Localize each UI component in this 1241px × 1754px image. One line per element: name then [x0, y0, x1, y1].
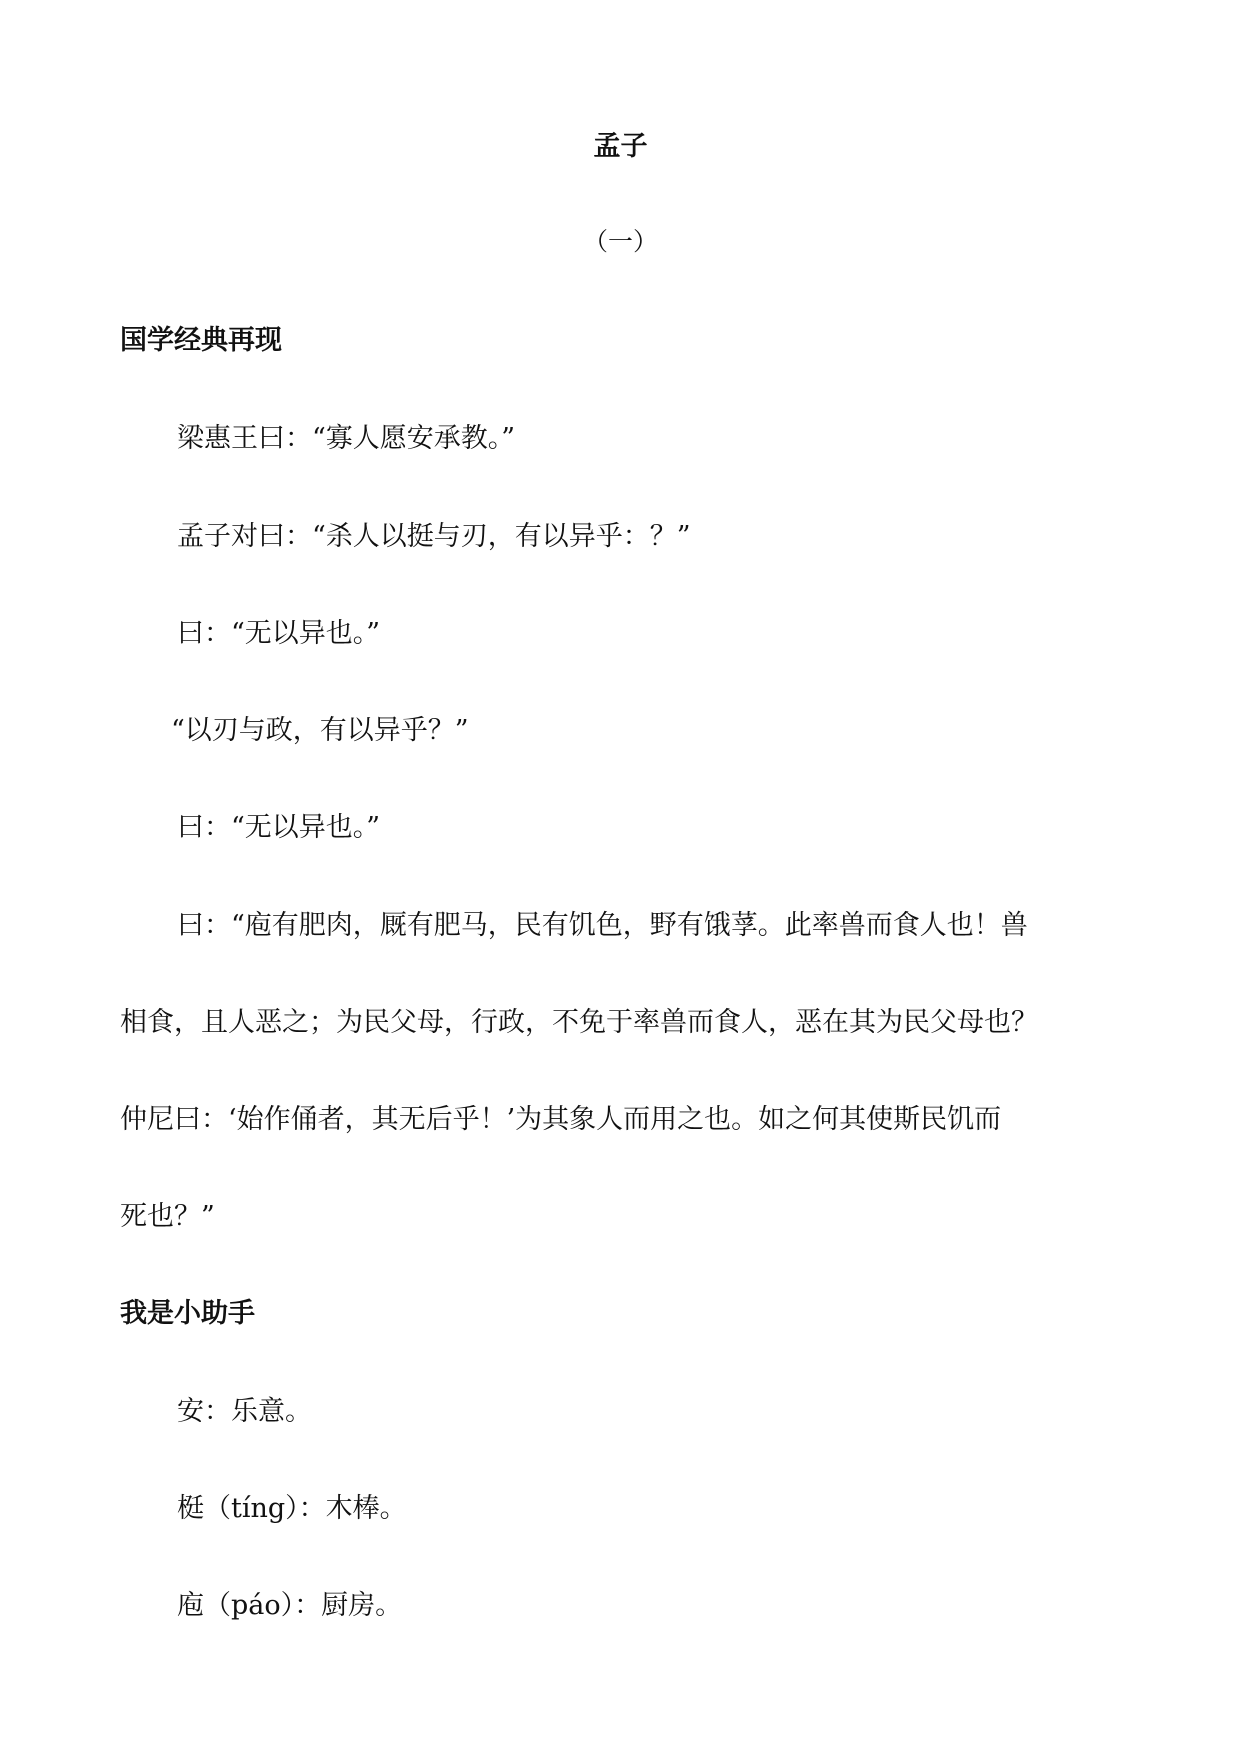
text-line: 曰：“无以异也。” — [177, 618, 381, 649]
text-line: 曰：“庖有肥肉，厩有肥马，民有饥色，野有饿莩。此率兽而食人也！兽 — [177, 910, 1028, 941]
text-line: 曰：“无以异也。” — [177, 812, 381, 843]
document-subtitle: （一） — [582, 227, 658, 256]
glossary-item: 安：乐意。 — [177, 1396, 312, 1427]
section-heading-classics: 国学经典再现 — [120, 325, 282, 356]
document-title: 孟子 — [593, 131, 648, 162]
text-line: 死也？” — [120, 1201, 215, 1232]
section-heading-helper: 我是小助手 — [120, 1298, 255, 1329]
text-line: 孟子对曰：“杀人以挺与刃，有以异乎：？” — [177, 521, 691, 552]
text-line: 相食，且人恶之；为民父母，行政，不免于率兽而食人，恶在其为民父母也？ — [120, 1007, 1038, 1038]
glossary-item: 梃（tíng）：木棒。 — [177, 1493, 407, 1524]
text-line: 仲尼曰：‘始作俑者，其无后乎！’为其象人而用之也。如之何其使斯民饥而 — [120, 1104, 1002, 1135]
text-line: 梁惠王曰：“寡人愿安承教。” — [177, 423, 516, 454]
text-line: “以刃与政，有以异乎？” — [171, 715, 469, 746]
glossary-item: 庖（páo）：厨房。 — [177, 1590, 403, 1621]
